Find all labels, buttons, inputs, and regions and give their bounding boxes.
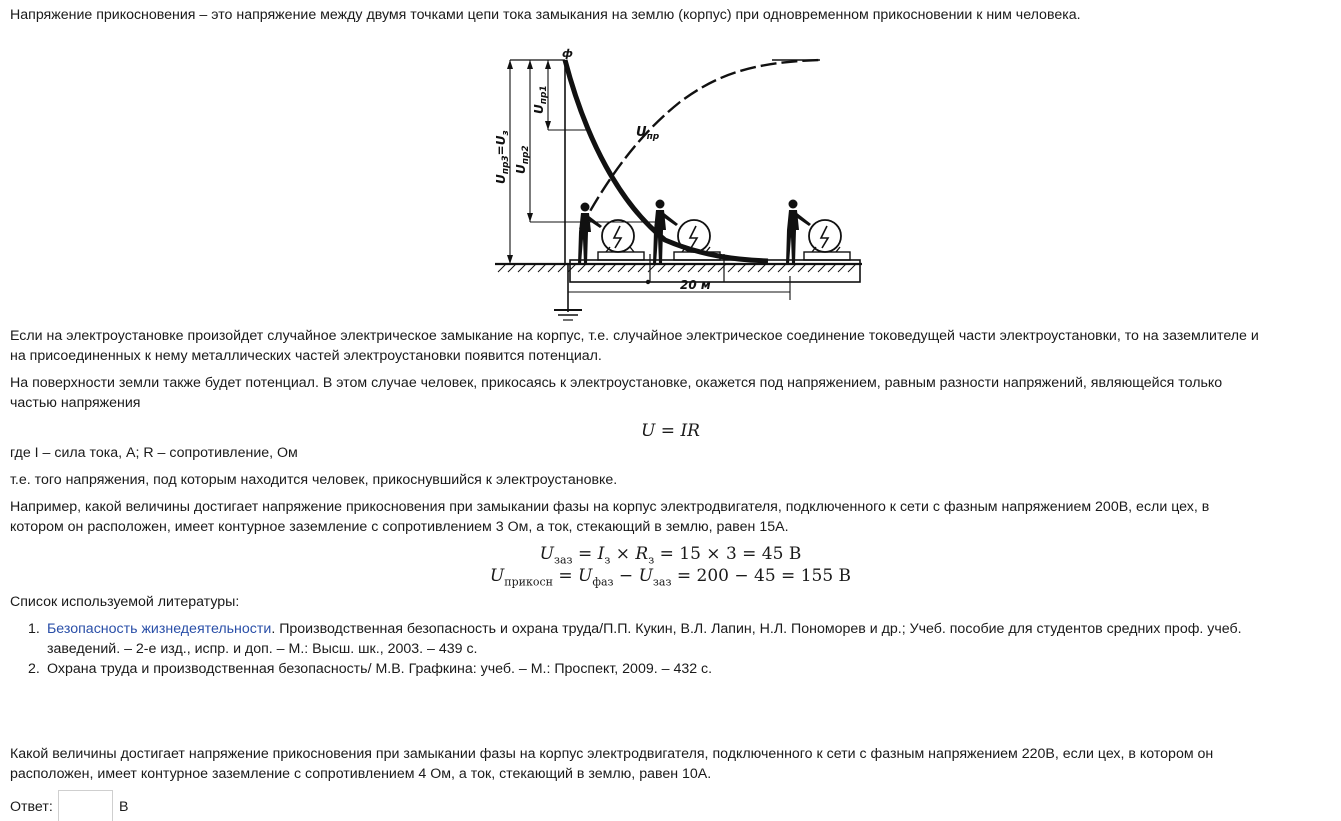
paragraph-1-line-1: Если на электроустановке произойдет случайное электрическое замыкание на корпус, т.е. случайное электрическое соединение токоведущей части электроустановки, то на заземлителе и: [10, 328, 1259, 344]
ground-hatching: [498, 264, 856, 272]
list-item: 1. Безопасность жизнедеятельности. Производственная безопасность и охрана труда/П.П. Кукин, В.Л. Лапин, Н.Л. Пономорев и др.; Учеб. пособие для студентов средних проф. учеб. заведений. – 2-е изд., испр. и доп. – М.: Высш. шк., 2003. – 439 с.: [28, 621, 1242, 657]
touch-voltage-curve: [580, 60, 820, 229]
answer-input[interactable]: [58, 790, 113, 821]
touch-voltage-diagram: [490, 44, 870, 324]
formula-earthing-voltage: $U_{заз} = I_з \times R_з = 15 \times 3 = 45$ В: [539, 544, 802, 567]
literature-list: [10, 619, 1330, 679]
paragraph-4: т.е. того напряжения, под которым находится человек, прикоснувшийся к электроустановке.: [10, 472, 618, 488]
upr3-uz-label: $U_{пр3}=U_з$: [494, 130, 511, 184]
paragraph-5-line-1: Например, какой величины достигает напряжение прикосновения при замыкании фазы на корпус электродвигателя, подключенного к сети с фазным напряжением 200В, если цех, в: [10, 499, 1210, 515]
intro-text: Напряжение прикосновения – это напряжение между двумя точками цепи тока замыкания на землю (корпус) при одновременном прикосновении к ним человека.: [10, 7, 1081, 23]
list-item: 2. Охрана труда и производственная безопасность/ М.В. Графкина: учеб. – М.: Проспект, 2009. – 432 с.: [28, 661, 713, 677]
answer-label: Ответ:: [10, 799, 53, 815]
paragraph-2-line-1: На поверхности земли также будет потенциал. В этом случае человек, прикосаясь к электроустановке, окажется под напряжением, равным разности напряжений, являющейся только: [10, 375, 1223, 391]
potential-curve: [565, 60, 768, 261]
question-line-1: Какой величины достигает напряжение прикосновения при замыкании фазы на корпус электродвигателя, подключенного к сети с фазным напряжением 220В, если цех, в котором он: [10, 746, 1214, 762]
answer-unit: В: [119, 799, 129, 815]
literature-link[interactable]: Безопасность жизнедеятельности: [47, 621, 272, 637]
upr-label: $U_{пр}$: [636, 125, 660, 142]
person-3: [786, 200, 811, 265]
formula-ohm-law: U = IR: [641, 421, 700, 441]
literature-heading: Список используемой литературы:: [10, 594, 240, 610]
motor-3: [804, 220, 850, 260]
phi-label: ф: [562, 47, 573, 60]
motor-1: [598, 220, 644, 260]
paragraph-5-line-2: котором он расположен, имеет контурное заземление с сопротивлением 3 Ом, а ток, стекающий в землю, равен 15А.: [10, 519, 789, 535]
paragraph-3: где I – сила тока, А; R – сопротивление, Ом: [10, 445, 298, 461]
paragraph-2-line-2: частью напряжения: [10, 395, 141, 411]
upr2-label: $U_{пр2}$: [514, 145, 531, 174]
upr1-label: $U_{пр1}$: [532, 85, 549, 114]
question-line-2: расположен, имеет контурное заземление с сопротивлением 4 Ом, а ток, стекающий в землю, равен 10А.: [10, 766, 712, 782]
formula-touch-voltage: $U_{прикосн} = U_{фаз} - U_{заз} = 200 - 45 = 155$ В: [489, 566, 852, 589]
paragraph-1-line-2: на присоединенных к нему металлических частей электроустановки появится потенциал.: [10, 348, 602, 364]
distance-label: 20 м: [680, 278, 711, 292]
